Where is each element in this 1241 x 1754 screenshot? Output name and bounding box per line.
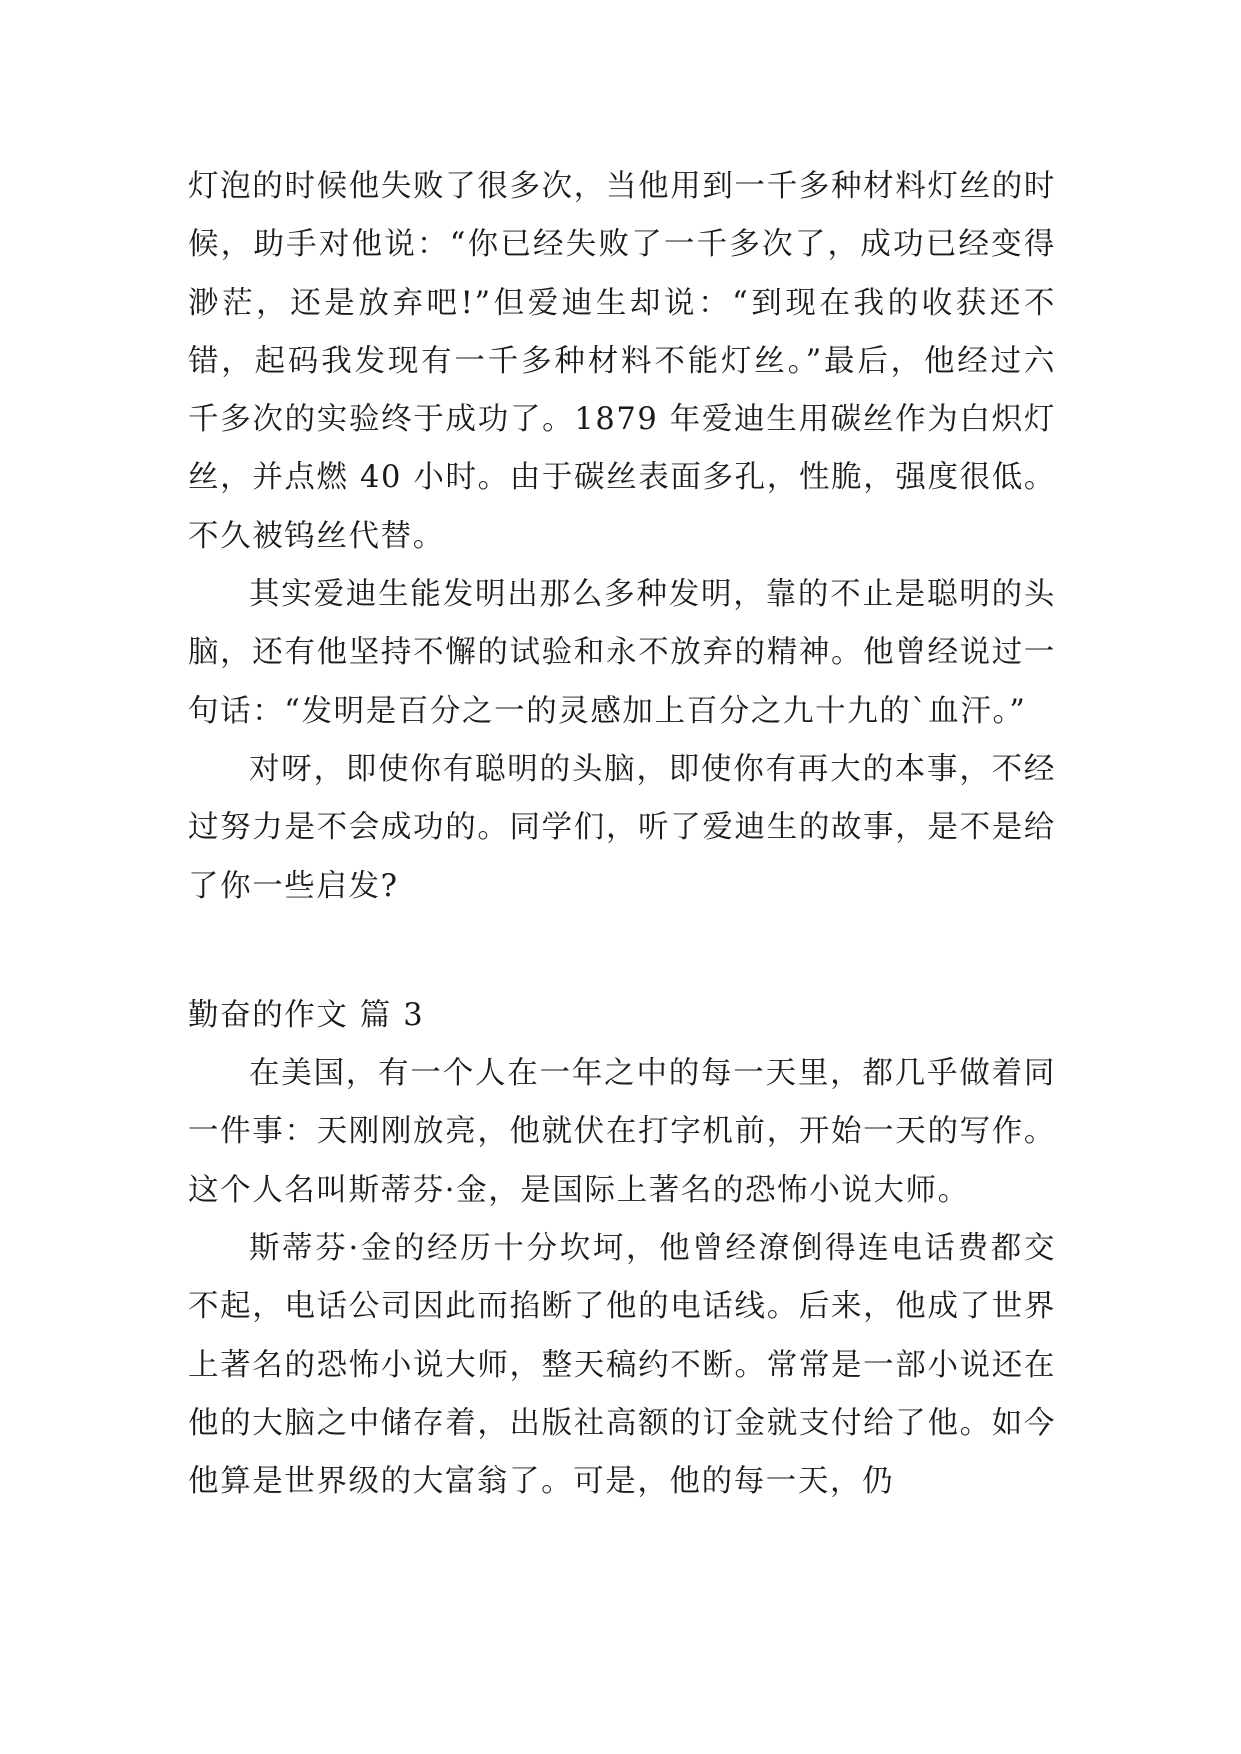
paragraph-stephen-king-intro: 在美国，有一个人在一年之中的每一天里，都几乎做着同一件事：天刚刚放亮，他就伏在打字机前，开始一天的写作。这个人名叫斯蒂芬·金，是国际上著名的恐怖小说大师。: [188, 1056, 1056, 1208]
paragraph-edison-conclusion: 对呀，即使你有聪明的头脑，即使你有再大的本事，不经过努力是不会成功的。同学们，听了爱迪生的故事，是不是给了你一些启发?: [188, 751, 1056, 904]
document-body: [188, 158, 1056, 1512]
paragraph-edison-bulb: 灯泡的时候他失败了很多次，当他用到一千多种材料灯丝的时候，助手对他说：“你已经失败了一千多次了，成功已经变得渺茫，还是放弃吧!”但爱迪生却说：“到现在我的收获还不错，起码我发现有一千多种材料不能灯丝。”最后，他经过六千多次的实验终于成功了。1879 年爱迪生用碳丝作为白炽灯丝，并点燃 40 小时。由于碳丝表面多孔，性脆，强度很低。不久被钨丝代替。: [188, 169, 1056, 554]
paragraph-stephen-king-history: 斯蒂芬·金的经历十分坎坷，他曾经潦倒得连电话费都交不起，电话公司因此而掐断了他的电话线。后来，他成了世界上著名的恐怖小说大师，整天稿约不断。常常是一部小说还在他的大脑之中储存着，出版社高额的订金就支付给了他。如今他算是世界级的大富翁了。可是，他的每一天，仍: [188, 1231, 1056, 1500]
section-heading: 勤奋的作文 篇 3: [188, 997, 425, 1033]
paragraph-edison-perseverance: 其实爱迪生能发明出那么多种发明，靠的不止是聪明的头脑，还有他坚持不懈的试验和永不放弃的精神。他曾经说过一句话：“发明是百分之一的灵感加上百分之九十九的`血汗。”: [188, 577, 1056, 729]
